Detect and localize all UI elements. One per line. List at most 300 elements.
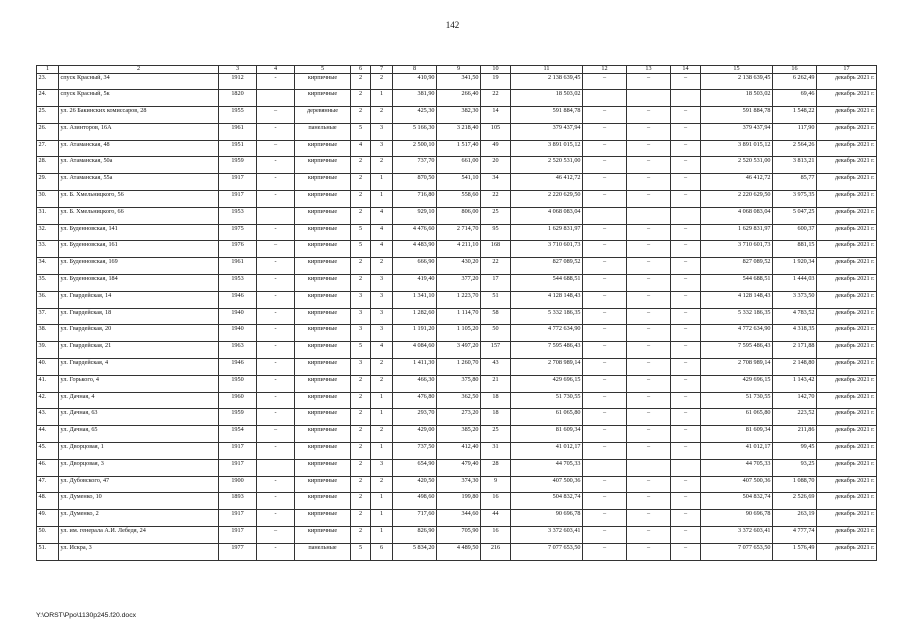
cell-floors: 2 [351, 275, 371, 292]
table-row [37, 241, 877, 258]
cell-living-area: 558,60 [437, 191, 481, 208]
cell-completion-date: декабрь 2021 г. [817, 325, 877, 342]
cell-address: ул. Буденновская, 184 [59, 275, 219, 292]
cell-entrances: 3 [371, 291, 393, 308]
cell-cost-col-13: – [627, 510, 671, 527]
cell-year-built: 1959 [219, 157, 257, 174]
cell-residents: 34 [481, 174, 511, 191]
cell-year-built: 1951 [219, 140, 257, 157]
cell-wall-material: панельные [295, 543, 351, 560]
table-row [37, 325, 877, 342]
cell-wall-material: кирпичные [295, 174, 351, 191]
cell-wall-material: кирпичные [295, 459, 351, 476]
cell-wall-material: кирпичные [295, 325, 351, 342]
cell-wall-type-mark: - [257, 342, 295, 359]
cell-cost-per-sqm: 117,90 [773, 123, 817, 140]
cell-entrances: 2 [371, 375, 393, 392]
cell-living-area: 199,80 [437, 493, 481, 510]
cell-entrances: 1 [371, 493, 393, 510]
cell-completion-date: декабрь 2021 г. [817, 73, 877, 90]
column-header-4: 4 [257, 66, 295, 74]
cell-total-cost: 429 696,15 [511, 375, 583, 392]
cell-cost-col-14 [671, 207, 701, 224]
table-row [37, 258, 877, 275]
cell-wall-type-mark: - [257, 191, 295, 208]
column-header-7: 7 [371, 66, 393, 74]
cell-wall-material: кирпичные [295, 375, 351, 392]
cell-wall-material: кирпичные [295, 527, 351, 544]
cell-floors: 2 [351, 258, 371, 275]
cell-floors: 2 [351, 426, 371, 443]
cell-wall-type-mark: - [257, 510, 295, 527]
column-header-9: 9 [437, 66, 481, 74]
cell-cost-col-13: – [627, 275, 671, 292]
column-header-1: 1 [37, 66, 59, 74]
cell-floors: 2 [351, 392, 371, 409]
cell-total-area: 1 191,20 [393, 325, 437, 342]
cell-total-area: 2 500,10 [393, 140, 437, 157]
housing-table-container [36, 65, 876, 561]
table-row [37, 443, 877, 460]
cell-wall-type-mark: - [257, 392, 295, 409]
cell-row-number: 23. [37, 73, 59, 90]
cell-completion-date: декабрь 2021 г. [817, 527, 877, 544]
cell-completion-date: декабрь 2021 г. [817, 107, 877, 124]
cell-total-area: 1 411,30 [393, 359, 437, 376]
cell-cost-col-13: – [627, 342, 671, 359]
cell-cost-col-12: – [583, 73, 627, 90]
cell-row-number: 47. [37, 476, 59, 493]
cell-row-number: 46. [37, 459, 59, 476]
cell-regional-cost: 44 705,33 [701, 459, 773, 476]
cell-floors: 5 [351, 224, 371, 241]
table-row [37, 375, 877, 392]
cell-entrances: 1 [371, 392, 393, 409]
cell-cost-col-12: – [583, 258, 627, 275]
cell-living-area: 1 114,70 [437, 308, 481, 325]
cell-row-number: 50. [37, 527, 59, 544]
table-row [37, 90, 877, 107]
table-row [37, 527, 877, 544]
cell-living-area: 806,00 [437, 207, 481, 224]
cell-year-built: 1917 [219, 191, 257, 208]
cell-year-built: 1975 [219, 224, 257, 241]
cell-wall-type-mark [257, 90, 295, 107]
cell-floors: 2 [351, 207, 371, 224]
table-row [37, 224, 877, 241]
table-row [37, 476, 877, 493]
cell-year-built: 1977 [219, 543, 257, 560]
cell-entrances: 4 [371, 342, 393, 359]
cell-cost-col-12: – [583, 241, 627, 258]
cell-year-built: 1953 [219, 207, 257, 224]
cell-total-cost: 81 609,34 [511, 426, 583, 443]
cell-entrances: 3 [371, 459, 393, 476]
cell-floors: 2 [351, 409, 371, 426]
cell-row-number: 44. [37, 426, 59, 443]
cell-entrances: 3 [371, 140, 393, 157]
cell-total-cost: 4 772 634,90 [511, 325, 583, 342]
cell-cost-col-12: – [583, 157, 627, 174]
cell-cost-per-sqm: 6 262,49 [773, 73, 817, 90]
cell-wall-material: кирпичные [295, 426, 351, 443]
cell-address: ул. Дачная, 63 [59, 409, 219, 426]
cell-address: ул. 26 Бакинских комиссаров, 28 [59, 107, 219, 124]
column-header-13: 13 [627, 66, 671, 74]
table-row [37, 157, 877, 174]
cell-row-number: 35. [37, 275, 59, 292]
cell-total-area: 466,30 [393, 375, 437, 392]
cell-regional-cost: 61 065,80 [701, 409, 773, 426]
cell-cost-col-12: – [583, 224, 627, 241]
cell-total-area: 419,40 [393, 275, 437, 292]
cell-living-area: 377,20 [437, 275, 481, 292]
cell-year-built: 1900 [219, 476, 257, 493]
cell-living-area: 1 223,70 [437, 291, 481, 308]
cell-row-number: 41. [37, 375, 59, 392]
cell-residents: 43 [481, 359, 511, 376]
table-header [37, 66, 877, 74]
cell-completion-date: декабрь 2021 г. [817, 459, 877, 476]
cell-cost-per-sqm: 1 444,03 [773, 275, 817, 292]
cell-cost-per-sqm: 69,46 [773, 90, 817, 107]
cell-wall-type-mark: - [257, 476, 295, 493]
cell-cost-per-sqm: 2 171,88 [773, 342, 817, 359]
cell-cost-per-sqm: 4 783,52 [773, 308, 817, 325]
cell-address: ул. Думенко, 10 [59, 493, 219, 510]
cell-completion-date: декабрь 2021 г. [817, 392, 877, 409]
cell-floors: 2 [351, 73, 371, 90]
cell-cost-col-12 [583, 207, 627, 224]
cell-cost-per-sqm: 85,77 [773, 174, 817, 191]
cell-year-built: 1917 [219, 443, 257, 460]
cell-total-area: 716,80 [393, 191, 437, 208]
cell-cost-col-14: – [671, 493, 701, 510]
cell-cost-per-sqm: 4 318,35 [773, 325, 817, 342]
cell-wall-type-mark: – [257, 426, 295, 443]
cell-address: ул. Дачная, 65 [59, 426, 219, 443]
cell-year-built: 1961 [219, 258, 257, 275]
cell-living-area: 374,30 [437, 476, 481, 493]
table-row [37, 493, 877, 510]
cell-wall-material: кирпичные [295, 191, 351, 208]
cell-cost-col-14: – [671, 258, 701, 275]
cell-completion-date: декабрь 2021 г. [817, 275, 877, 292]
cell-cost-per-sqm: 1 576,49 [773, 543, 817, 560]
cell-address: ул. Атаманская, 55а [59, 174, 219, 191]
cell-entrances: 2 [371, 157, 393, 174]
column-header-14: 14 [671, 66, 701, 74]
column-header-10: 10 [481, 66, 511, 74]
cell-wall-material: кирпичные [295, 275, 351, 292]
cell-floors: 3 [351, 308, 371, 325]
cell-regional-cost: 4 772 634,90 [701, 325, 773, 342]
cell-total-area: 929,10 [393, 207, 437, 224]
cell-cost-col-12: – [583, 392, 627, 409]
cell-address: ул. Буденновская, 141 [59, 224, 219, 241]
cell-row-number: 25. [37, 107, 59, 124]
cell-cost-col-14: – [671, 443, 701, 460]
cell-year-built: 1912 [219, 73, 257, 90]
cell-total-cost: 41 012,17 [511, 443, 583, 460]
cell-total-cost: 591 884,78 [511, 107, 583, 124]
cell-living-area: 479,40 [437, 459, 481, 476]
cell-living-area: 3 497,20 [437, 342, 481, 359]
cell-completion-date: декабрь 2021 г. [817, 543, 877, 560]
cell-year-built: 1917 [219, 527, 257, 544]
cell-wall-type-mark: - [257, 157, 295, 174]
cell-regional-cost: 379 437,94 [701, 123, 773, 140]
cell-address: ул. Б. Хмельницкого, 66 [59, 207, 219, 224]
cell-living-area: 382,30 [437, 107, 481, 124]
column-header-3: 3 [219, 66, 257, 74]
cell-regional-cost: 7 595 486,43 [701, 342, 773, 359]
cell-cost-col-12: – [583, 275, 627, 292]
cell-floors: 2 [351, 476, 371, 493]
cell-residents: 9 [481, 476, 511, 493]
cell-cost-col-12: – [583, 291, 627, 308]
cell-cost-per-sqm: 211,86 [773, 426, 817, 443]
cell-cost-per-sqm: 4 777,74 [773, 527, 817, 544]
cell-floors: 5 [351, 342, 371, 359]
table-row [37, 359, 877, 376]
cell-completion-date: декабрь 2021 г. [817, 291, 877, 308]
cell-cost-per-sqm: 1 088,70 [773, 476, 817, 493]
cell-row-number: 40. [37, 359, 59, 376]
cell-address: ул. Атаманская, 48 [59, 140, 219, 157]
column-header-16: 16 [773, 66, 817, 74]
cell-year-built: 1961 [219, 123, 257, 140]
cell-year-built: 1917 [219, 174, 257, 191]
cell-residents: 50 [481, 325, 511, 342]
cell-entrances: 2 [371, 107, 393, 124]
cell-regional-cost: 827 089,52 [701, 258, 773, 275]
cell-wall-type-mark: - [257, 493, 295, 510]
cell-address: ул. Гвардейская, 20 [59, 325, 219, 342]
cell-cost-per-sqm: 93,25 [773, 459, 817, 476]
cell-floors: 2 [351, 107, 371, 124]
cell-cost-per-sqm: 1 548,22 [773, 107, 817, 124]
cell-living-area: 2 714,70 [437, 224, 481, 241]
cell-cost-col-14: – [671, 543, 701, 560]
cell-total-area: 429,00 [393, 426, 437, 443]
cell-wall-type-mark: - [257, 443, 295, 460]
cell-cost-per-sqm: 99,45 [773, 443, 817, 460]
cell-completion-date: декабрь 2021 г. [817, 140, 877, 157]
table-row [37, 308, 877, 325]
cell-cost-col-13: – [627, 107, 671, 124]
cell-cost-col-13: – [627, 73, 671, 90]
cell-living-area: 375,80 [437, 375, 481, 392]
cell-wall-type-mark: - [257, 543, 295, 560]
cell-wall-type-mark: - [257, 258, 295, 275]
cell-wall-type-mark: - [257, 224, 295, 241]
cell-total-cost: 90 696,78 [511, 510, 583, 527]
cell-address: ул. Буденновская, 169 [59, 258, 219, 275]
cell-wall-material: кирпичные [295, 90, 351, 107]
cell-residents: 31 [481, 443, 511, 460]
cell-cost-col-12: – [583, 359, 627, 376]
cell-address: ул. Атаманская, 50а [59, 157, 219, 174]
cell-wall-material: кирпичные [295, 476, 351, 493]
cell-completion-date: декабрь 2021 г. [817, 123, 877, 140]
cell-floors: 2 [351, 493, 371, 510]
cell-wall-type-mark: – [257, 241, 295, 258]
cell-living-area: 541,10 [437, 174, 481, 191]
cell-entrances: 2 [371, 426, 393, 443]
cell-wall-material: кирпичные [295, 224, 351, 241]
cell-living-area: 430,20 [437, 258, 481, 275]
cell-total-cost: 7 077 653,50 [511, 543, 583, 560]
cell-regional-cost: 544 688,51 [701, 275, 773, 292]
cell-year-built: 1820 [219, 90, 257, 107]
cell-cost-col-12: – [583, 123, 627, 140]
cell-regional-cost: 7 077 653,50 [701, 543, 773, 560]
cell-entrances: 2 [371, 359, 393, 376]
cell-cost-col-14: – [671, 426, 701, 443]
cell-address: ул. Дубовского, 47 [59, 476, 219, 493]
cell-cost-col-13: – [627, 291, 671, 308]
cell-cost-col-13: – [627, 308, 671, 325]
cell-total-cost: 504 832,74 [511, 493, 583, 510]
cell-completion-date: декабрь 2021 г. [817, 375, 877, 392]
cell-living-area: 344,60 [437, 510, 481, 527]
cell-address: ул. Дворцовая, 1 [59, 443, 219, 460]
cell-cost-per-sqm: 3 373,50 [773, 291, 817, 308]
cell-total-cost: 2 138 639,45 [511, 73, 583, 90]
cell-regional-cost: 18 503,02 [701, 90, 773, 107]
housing-table [36, 65, 877, 561]
cell-completion-date: декабрь 2021 г. [817, 443, 877, 460]
cell-address: ул. Гвардейская, 4 [59, 359, 219, 376]
cell-living-area: 1 260,70 [437, 359, 481, 376]
cell-cost-col-14: – [671, 291, 701, 308]
cell-total-area: 870,50 [393, 174, 437, 191]
cell-cost-col-12: – [583, 107, 627, 124]
cell-floors: 5 [351, 241, 371, 258]
cell-wall-material: кирпичные [295, 359, 351, 376]
cell-living-area: 4 489,50 [437, 543, 481, 560]
cell-row-number: 37. [37, 308, 59, 325]
cell-regional-cost: 3 891 015,12 [701, 140, 773, 157]
cell-residents: 22 [481, 191, 511, 208]
table-row [37, 107, 877, 124]
cell-residents: 18 [481, 392, 511, 409]
cell-regional-cost: 3 710 601,73 [701, 241, 773, 258]
cell-completion-date: декабрь 2021 г. [817, 174, 877, 191]
cell-completion-date: декабрь 2021 г. [817, 409, 877, 426]
cell-cost-col-14: – [671, 409, 701, 426]
cell-wall-type-mark: - [257, 409, 295, 426]
cell-cost-per-sqm: 3 813,21 [773, 157, 817, 174]
cell-floors: 2 [351, 157, 371, 174]
cell-regional-cost: 81 609,34 [701, 426, 773, 443]
cell-entrances: 2 [371, 258, 393, 275]
cell-cost-per-sqm: 2 148,80 [773, 359, 817, 376]
cell-year-built: 1954 [219, 426, 257, 443]
cell-wall-material: панельные [295, 123, 351, 140]
cell-cost-col-12: – [583, 527, 627, 544]
table-row [37, 392, 877, 409]
cell-cost-col-14: – [671, 392, 701, 409]
cell-cost-col-13: – [627, 443, 671, 460]
cell-cost-per-sqm: 5 047,25 [773, 207, 817, 224]
cell-wall-type-mark: - [257, 325, 295, 342]
table-row [37, 174, 877, 191]
cell-floors: 2 [351, 527, 371, 544]
cell-living-area: 266,40 [437, 90, 481, 107]
cell-cost-col-14: – [671, 174, 701, 191]
cell-residents: 22 [481, 258, 511, 275]
cell-floors: 2 [351, 459, 371, 476]
cell-wall-material: кирпичные [295, 409, 351, 426]
cell-row-number: 31. [37, 207, 59, 224]
cell-residents: 44 [481, 510, 511, 527]
cell-wall-material: кирпичные [295, 73, 351, 90]
table-row [37, 510, 877, 527]
cell-row-number: 49. [37, 510, 59, 527]
cell-address: спуск Красный, 5к [59, 90, 219, 107]
cell-cost-col-12: – [583, 342, 627, 359]
cell-cost-col-13: – [627, 426, 671, 443]
cell-regional-cost: 407 500,36 [701, 476, 773, 493]
cell-total-area: 1 341,10 [393, 291, 437, 308]
cell-entrances: 3 [371, 325, 393, 342]
cell-year-built: 1960 [219, 392, 257, 409]
cell-address: ул. Гвардейская, 14 [59, 291, 219, 308]
cell-total-cost: 1 629 831,97 [511, 224, 583, 241]
cell-wall-material: кирпичные [295, 308, 351, 325]
cell-residents: 25 [481, 426, 511, 443]
cell-entrances: 4 [371, 241, 393, 258]
cell-cost-col-14: – [671, 325, 701, 342]
cell-cost-col-14: – [671, 123, 701, 140]
table-row [37, 140, 877, 157]
cell-wall-type-mark [257, 459, 295, 476]
cell-regional-cost: 51 730,55 [701, 392, 773, 409]
cell-completion-date: декабрь 2021 г. [817, 308, 877, 325]
cell-year-built: 1940 [219, 308, 257, 325]
cell-cost-col-13: – [627, 224, 671, 241]
cell-regional-cost: 4 068 083,04 [701, 207, 773, 224]
cell-floors: 5 [351, 543, 371, 560]
cell-floors: 2 [351, 443, 371, 460]
cell-total-area: 410,90 [393, 73, 437, 90]
cell-cost-col-14: – [671, 275, 701, 292]
cell-cost-col-13: – [627, 359, 671, 376]
cell-cost-col-13: – [627, 476, 671, 493]
cell-cost-col-14 [671, 90, 701, 107]
cell-floors: 3 [351, 291, 371, 308]
cell-cost-per-sqm: 2 564,26 [773, 140, 817, 157]
cell-row-number: 38. [37, 325, 59, 342]
cell-total-area: 4 084,60 [393, 342, 437, 359]
cell-cost-per-sqm: 142,70 [773, 392, 817, 409]
cell-completion-date: декабрь 2021 г. [817, 476, 877, 493]
cell-cost-col-13 [627, 207, 671, 224]
cell-row-number: 28. [37, 157, 59, 174]
cell-wall-material: кирпичные [295, 157, 351, 174]
cell-total-cost: 44 705,33 [511, 459, 583, 476]
cell-total-cost: 2 520 531,00 [511, 157, 583, 174]
cell-living-area: 3 218,40 [437, 123, 481, 140]
cell-floors: 2 [351, 510, 371, 527]
cell-residents: 105 [481, 123, 511, 140]
cell-address: ул. Дачная, 4 [59, 392, 219, 409]
cell-address: спуск Красный, 34 [59, 73, 219, 90]
cell-total-cost: 61 065,80 [511, 409, 583, 426]
column-number-row [37, 66, 877, 74]
